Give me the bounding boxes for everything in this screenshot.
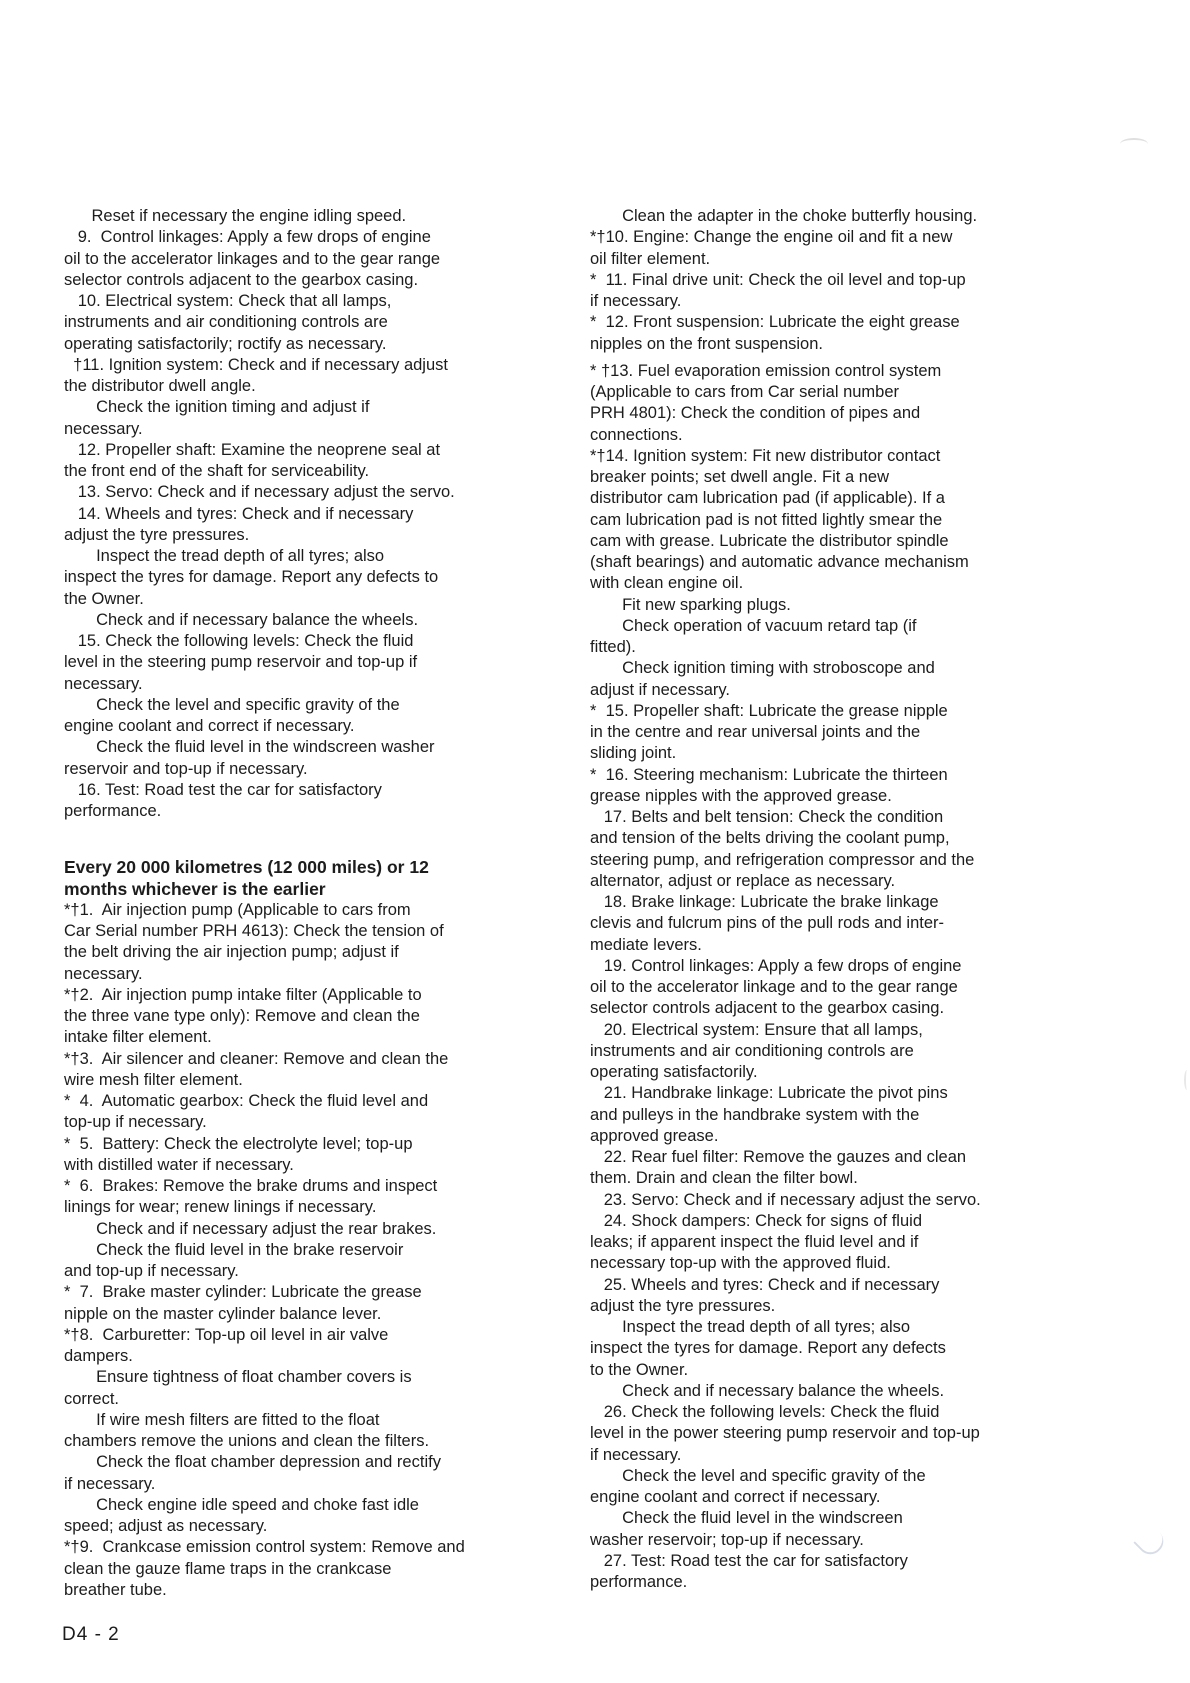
left-column-after-line: *†2. Air injection pump intake filter (Applicable to (64, 985, 422, 1004)
left-column-after-line: nipple on the master cylinder balance lever. (64, 1304, 382, 1323)
left-column-after-line: *†9. Crankcase emission control system: Remove and (64, 1538, 465, 1557)
right-column-b-line: * †13. Fuel evaporation emission control system (590, 361, 942, 380)
right-column-line: Clean the adapter in the choke butterfly housing. (590, 207, 978, 225)
right-column (590, 206, 1090, 1593)
left-section-20000km-items (64, 900, 564, 1601)
left-column-line: necessary. (64, 674, 143, 693)
left-column (64, 206, 564, 1601)
right-column-b-line: 22. Rear fuel filter: Remove the gauzes and clean (590, 1148, 967, 1166)
right-section-items-b (590, 361, 1090, 1594)
scan-artifact-top (1120, 138, 1148, 150)
left-column-after-line: necessary. (64, 964, 143, 983)
left-column-line: Inspect the tread depth of all tyres; also (64, 547, 385, 565)
left-column-line: 9. Control linkages: Apply a few drops of engine (64, 228, 431, 247)
right-column-b-line: operating satisfactorily. (590, 1063, 758, 1081)
right-column-line: * 12. Front suspension: Lubricate the eight grease (590, 313, 960, 332)
left-column-line: 15. Check the following levels: Check the fluid (64, 632, 414, 650)
left-column-line: selector controls adjacent to the gearbox casing. (64, 270, 419, 289)
left-column-line: Reset if necessary the engine idling speed. (64, 207, 407, 225)
heading-line: Every 20 000 kilometres (12 000 miles) or 12 (64, 857, 429, 878)
left-column-line: inspect the tyres for damage. Report any defects to (64, 568, 439, 587)
left-column-line: necessary. (64, 419, 143, 438)
left-column-line: instruments and air conditioning controls are (64, 313, 388, 332)
left-column-after-line: linings for wear; renew linings if necessary. (64, 1198, 377, 1217)
right-column-b-line: 26. Check the following levels: Check the fluid (590, 1403, 940, 1421)
right-column-b-line: 20. Electrical system: Ensure that all lamps, (590, 1020, 923, 1039)
right-column-b-line: 19. Control linkages: Apply a few drops of engine (590, 956, 962, 975)
left-column-after-line: with distilled water if necessary. (64, 1155, 294, 1174)
left-column-line: the distributor dwell angle. (64, 377, 256, 395)
right-column-b-line: and pulleys in the handbrake system with the (590, 1105, 920, 1124)
right-column-b-line: * 15. Propeller shaft: Lubricate the grease nipple (590, 701, 948, 720)
right-column-b-line: in the centre and rear universal joints and the (590, 723, 921, 741)
right-column-line: if necessary. (590, 292, 682, 310)
left-column-after-line: Check the fluid level in the brake reservoir (64, 1240, 404, 1259)
right-column-b-line: level in the power steering pump reservoir and top-up (590, 1424, 980, 1443)
right-column-line: *†10. Engine: Change the engine oil and fit a new (590, 228, 953, 247)
right-column-b-line: *†14. Ignition system: Fit new distributor contact (590, 446, 941, 465)
left-column-after-line: * 6. Brakes: Remove the brake drums and inspect (64, 1177, 438, 1195)
right-column-b-line: inspect the tyres for damage. Report any defects (590, 1339, 946, 1358)
left-column-after-line: speed; adjust as necessary. (64, 1517, 268, 1535)
right-column-b-line: Fit new sparking plugs. (590, 595, 791, 614)
right-column-b-line: * 16. Steering mechanism: Lubricate the thirteen (590, 765, 948, 784)
right-column-b-line: connections. (590, 425, 683, 444)
left-column-line: the Owner. (64, 589, 144, 608)
right-column-b-line: leaks; if apparent inspect the fluid level and if (590, 1233, 919, 1251)
right-column-b-line: 23. Servo: Check and if necessary adjust the servo. (590, 1190, 981, 1209)
left-column-after-line: *†3. Air silencer and cleaner: Remove and clean the (64, 1049, 449, 1068)
right-column-b-line: selector controls adjacent to the gearbox casing. (590, 999, 945, 1018)
right-column-b-line: distributor cam lubrication pad (if applicable). If a (590, 489, 945, 508)
right-column-b-line: fitted). (590, 638, 636, 656)
left-column-after-line: chambers remove the unions and clean the filters. (64, 1432, 430, 1450)
right-column-b-line: to the Owner. (590, 1360, 689, 1379)
right-column-b-line: Check operation of vacuum retard tap (if (590, 616, 917, 635)
right-column-b-line: engine coolant and correct if necessary. (590, 1488, 881, 1506)
right-column-line: nipples on the front suspension. (590, 334, 823, 353)
scan-artifact-bottom (1133, 1524, 1168, 1559)
left-column-line: Check the level and specific gravity of the (64, 695, 400, 714)
right-column-line: * 11. Final drive unit: Check the oil level and top-up (590, 270, 966, 289)
left-column-line: adjust the tyre pressures. (64, 525, 250, 544)
section-heading (64, 857, 564, 900)
right-column-b-line: PRH 4801): Check the condition of pipes and (590, 404, 921, 423)
right-column-b-line: grease nipples with the approved grease. (590, 786, 892, 805)
left-column-after-line: Car Serial number PRH 4613): Check the tension of (64, 922, 444, 940)
left-column-line: reservoir and top-up if necessary. (64, 759, 308, 778)
left-column-line: 16. Test: Road test the car for satisfactory (64, 780, 382, 799)
right-column-b-line: oil to the accelerator linkage and to the gear range (590, 978, 958, 996)
left-column-after-line: * 7. Brake master cylinder: Lubricate the grease (64, 1283, 422, 1302)
left-column-after-line: *†8. Carburetter: Top-up oil level in air valve (64, 1325, 389, 1344)
right-column-b-line: Check the level and specific gravity of the (590, 1466, 926, 1485)
left-column-line: 14. Wheels and tyres: Check and if necessary (64, 504, 414, 523)
left-column-after-line: the belt driving the air injection pump; adjust if (64, 943, 399, 962)
left-column-line: Check the ignition timing and adjust if (64, 398, 370, 417)
left-column-after-line: Check the float chamber depression and rectify (64, 1453, 441, 1472)
left-column-line: oil to the accelerator linkages and to the gear range (64, 249, 441, 268)
right-column-b-line: 17. Belts and belt tension: Check the condition (590, 808, 944, 826)
scan-artifact-mid (1184, 1070, 1190, 1090)
left-column-after-line: *†1. Air injection pump (Applicable to cars from (64, 900, 411, 919)
left-column-line: level in the steering pump reservoir and top-up if (64, 653, 418, 672)
right-column-b-line: instruments and air conditioning controls are (590, 1041, 914, 1060)
left-column-after-line: wire mesh filter element. (64, 1070, 243, 1089)
left-column-after-line: intake filter element. (64, 1028, 212, 1047)
right-column-b-line: if necessary. (590, 1445, 682, 1464)
right-column-b-line: adjust the tyre pressures. (590, 1296, 776, 1315)
left-column-line: 12. Propeller shaft: Examine the neoprene seal at (64, 440, 441, 459)
left-column-after-line: dampers. (64, 1347, 133, 1365)
left-column-after-line: Check and if necessary adjust the rear brakes. (64, 1219, 437, 1238)
right-column-b-line: Check the fluid level in the windscreen (590, 1509, 903, 1528)
right-column-b-line: them. Drain and clean the filter bowl. (590, 1169, 858, 1188)
right-column-b-line: (Applicable to cars from Car serial number (590, 383, 900, 401)
right-column-b-line: steering pump, and refrigeration compressor and the (590, 850, 975, 869)
right-column-b-line: Inspect the tread depth of all tyres; also (590, 1318, 911, 1336)
left-column-after-line: Ensure tightness of float chamber covers is (64, 1368, 412, 1387)
right-column-b-line: (shaft bearings) and automatic advance mechanism (590, 553, 969, 571)
left-column-after-line: * 5. Battery: Check the electrolyte level; top-up (64, 1134, 413, 1153)
left-section-maintenance-items (64, 206, 564, 822)
heading-line: months whichever is the earlier (64, 878, 326, 899)
left-column-after-line: if necessary. (64, 1474, 156, 1493)
right-column-line: oil filter element. (590, 249, 711, 268)
page-number: D4 - 2 (62, 1624, 120, 1645)
left-column-line: 13. Servo: Check and if necessary adjust the servo. (64, 483, 455, 502)
left-column-after-line: If wire mesh filters are fitted to the float (64, 1410, 380, 1429)
left-column-after-line: and top-up if necessary. (64, 1262, 239, 1280)
right-column-b-line: Check ignition timing with stroboscope and (590, 659, 935, 678)
left-column-line: 10. Electrical system: Check that all lamps, (64, 292, 392, 310)
right-column-b-line: washer reservoir; top-up if necessary. (590, 1530, 864, 1549)
right-column-b-line: performance. (590, 1573, 688, 1591)
right-column-b-line: mediate levers. (590, 935, 702, 954)
right-column-b-line: with clean engine oil. (590, 574, 744, 593)
left-column-line: Check the fluid level in the windscreen washer (64, 738, 435, 757)
right-column-b-line: clevis and fulcrum pins of the pull rods and inter- (590, 914, 945, 933)
left-column-line: the front end of the shaft for serviceability. (64, 462, 370, 480)
left-column-after-line: correct. (64, 1389, 120, 1408)
right-column-b-line: approved grease. (590, 1126, 719, 1145)
right-column-b-line: sliding joint. (590, 744, 677, 763)
right-column-b-line: Check and if necessary balance the wheels. (590, 1381, 945, 1400)
right-column-b-line: breaker points; set dwell angle. Fit a new (590, 468, 889, 486)
left-column-after-line: top-up if necessary. (64, 1113, 207, 1132)
right-column-b-line: adjust if necessary. (590, 680, 731, 699)
left-column-line: operating satisfactorily; roctify as necessary. (64, 334, 387, 353)
left-column-after-line: * 4. Automatic gearbox: Check the fluid level and (64, 1092, 429, 1110)
left-column-after-line: clean the gauze flame traps in the crankcase (64, 1559, 392, 1578)
right-column-b-line: 27. Test: Road test the car for satisfactory (590, 1551, 908, 1570)
left-column-after-line: Check engine idle speed and choke fast idle (64, 1495, 419, 1514)
right-column-b-line: necessary top-up with the approved fluid. (590, 1254, 891, 1273)
right-column-b-line: and tension of the belts driving the coolant pump, (590, 829, 950, 848)
left-column-line: engine coolant and correct if necessary. (64, 717, 355, 735)
left-column-after-line: breather tube. (64, 1580, 167, 1599)
left-column-line: performance. (64, 802, 162, 820)
left-column-line: Check and if necessary balance the wheels. (64, 610, 419, 629)
right-column-b-line: 24. Shock dampers: Check for signs of fluid (590, 1211, 922, 1230)
right-column-b-line: alternator, adjust or replace as necessary. (590, 871, 896, 890)
right-section-items-a (590, 206, 1090, 355)
right-column-b-line: 18. Brake linkage: Lubricate the brake linkage (590, 893, 939, 911)
right-column-b-line: cam lubrication pad is not fitted lightly smear the (590, 510, 943, 529)
left-column-line: †11. Ignition system: Check and if necessary adjust (64, 355, 448, 374)
right-column-b-line: 25. Wheels and tyres: Check and if necessary (590, 1275, 940, 1294)
left-column-after-line: the three vane type only): Remove and clean the (64, 1007, 420, 1025)
right-column-b-line: cam with grease. Lubricate the distributor spindle (590, 531, 949, 550)
right-column-b-line: 21. Handbrake linkage: Lubricate the pivot pins (590, 1084, 948, 1103)
